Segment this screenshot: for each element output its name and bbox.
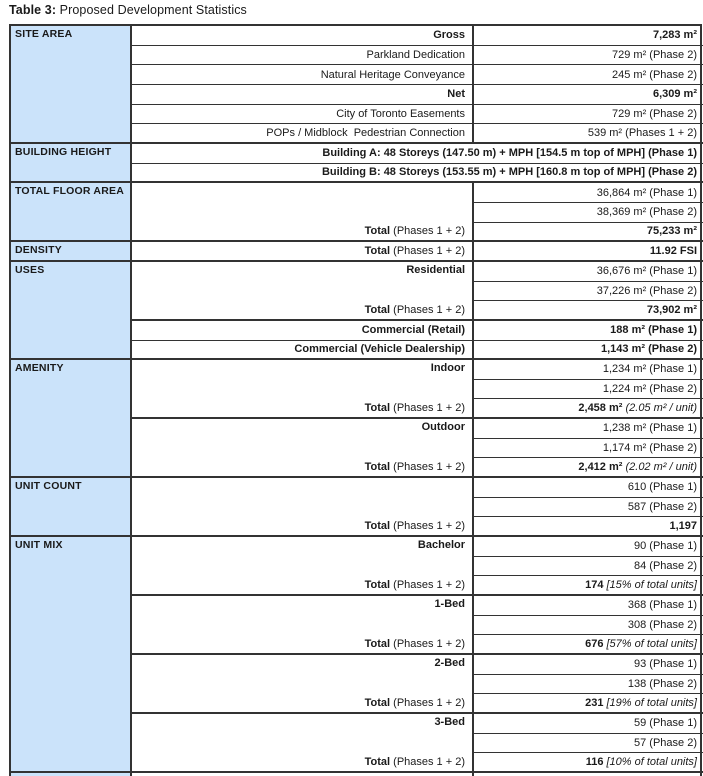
- text-segment: Bachelor: [417, 539, 465, 552]
- text-segment: Indoor: [430, 362, 465, 375]
- section-label-cell-uses: USES: [11, 262, 132, 360]
- text-segment: (Phases 1 + 2): [390, 696, 465, 709]
- text-segment: Total: [364, 225, 391, 238]
- text-segment: 539 m² (Phases 1 + 2): [587, 127, 697, 140]
- value-cell: [474, 655, 703, 675]
- value-cell: [474, 26, 703, 46]
- value-cell: [474, 478, 703, 498]
- text-segment: Net: [447, 88, 465, 101]
- text-segment: Gross: [433, 29, 465, 42]
- text-segment: 2,412 m²: [578, 461, 623, 474]
- row-label-cell: [132, 65, 474, 85]
- value-cell: [474, 419, 703, 439]
- group-label-cell: [132, 360, 474, 419]
- table-title-prefix: Table 3:: [9, 3, 57, 17]
- value-cell: [474, 596, 703, 616]
- group-total-label: [365, 756, 465, 768]
- text-segment: 84 (Phase 2): [634, 560, 697, 572]
- text-segment: [15% of total units]: [603, 579, 697, 592]
- text-segment: Building A: 48 Storeys (147.50 m) + MPH [154.5 m top of MPH] (Phase 1): [322, 147, 697, 160]
- group-label: [434, 598, 465, 610]
- text-segment: 610 (Phase 1): [627, 481, 697, 494]
- text-segment: 36,676 m² (Phase 1): [596, 265, 697, 278]
- text-segment: 729 m² (Phase 2): [612, 48, 697, 61]
- text-segment: 57 (Phase 2): [634, 736, 697, 749]
- text-segment: Natural Heritage Conveyance: [320, 68, 465, 81]
- section-label-cell-unit-mix: UNIT MIX: [11, 537, 132, 773]
- group-total-label: [365, 697, 465, 709]
- value-cell: [474, 183, 703, 203]
- value-cell: [474, 714, 703, 734]
- text-segment: [57% of total units]: [603, 638, 697, 651]
- building-height-cell: [132, 164, 703, 184]
- text-segment: (2.05 m² / unit): [622, 402, 697, 415]
- group-total-label: [365, 579, 465, 591]
- value-cell: [474, 262, 703, 282]
- text-segment: 93 (Phase 1): [634, 658, 697, 671]
- section-label-cell-site-area: SITE AREA: [11, 26, 132, 144]
- value-cell: [474, 380, 703, 400]
- table-title: [9, 3, 247, 17]
- text-segment: 231: [585, 697, 604, 710]
- group-label-cell: [132, 714, 474, 773]
- text-segment: 1,224 m² (Phase 2): [602, 383, 697, 396]
- text-segment: 36,864 m² (Phase 1): [596, 186, 697, 199]
- text-segment: 1-Bed: [434, 598, 465, 611]
- text-segment: 2,458 m²: [578, 402, 623, 415]
- text-segment: (Phases 1 + 2): [390, 755, 465, 768]
- text-segment: (Phases 1 + 2): [390, 303, 465, 316]
- text-segment: Parkland Dedication: [366, 48, 465, 61]
- row-label-cell: [132, 26, 474, 46]
- text-segment: 38,369 m² (Phase 2): [596, 206, 697, 219]
- text-segment: 90 (Phase 1): [634, 540, 697, 553]
- text-segment: 59 (Phase 1): [634, 717, 697, 730]
- value-cell: [474, 223, 703, 243]
- row-label-cell: [132, 124, 474, 144]
- text-segment: Total: [364, 755, 391, 768]
- text-segment: (Phases 1 + 2): [390, 225, 465, 238]
- text-segment: Commercial (Vehicle Dealership): [294, 343, 465, 356]
- row-label-cell: [132, 341, 474, 361]
- text-segment: Total: [364, 402, 391, 415]
- text-segment: (Phases 1 + 2): [390, 637, 465, 650]
- value-cell: [474, 341, 703, 361]
- text-segment: Building B: 48 Storeys (153.55 m) + MPH [160.8 m top of MPH] (Phase 2): [321, 166, 697, 179]
- section-label-cell-density: DENSITY: [11, 242, 132, 262]
- text-segment: 1,197: [669, 520, 697, 533]
- text-segment: 587 (Phase 2): [627, 501, 697, 514]
- text-segment: [10% of total units]: [603, 756, 697, 769]
- text-segment: Total: [364, 245, 391, 257]
- text-segment: [19% of total units]: [603, 697, 697, 710]
- text-segment: 676: [585, 638, 604, 651]
- group-label: [406, 264, 465, 276]
- value-cell: [474, 576, 703, 596]
- text-segment: Outdoor: [421, 421, 465, 434]
- value-cell: [474, 65, 703, 85]
- value-cell: [474, 46, 703, 66]
- group-label-cell: [132, 262, 474, 321]
- text-segment: Residential: [406, 263, 465, 276]
- value-cell: [474, 124, 703, 144]
- value-cell: [474, 439, 703, 459]
- text-segment: (Phases 1 + 2): [390, 402, 465, 415]
- text-segment: 37,226 m² (Phase 2): [596, 284, 697, 297]
- text-segment: 729 m² (Phase 2): [612, 107, 697, 120]
- value-cell: [474, 321, 703, 341]
- row-label-cell: [132, 321, 474, 341]
- text-segment: 174: [585, 579, 604, 592]
- value-cell: [474, 399, 703, 419]
- row-label-cell: [132, 46, 474, 66]
- group-label: [418, 539, 465, 551]
- text-segment: 1,143 m² (Phase 2): [601, 343, 697, 356]
- text-segment: 75,233 m²: [646, 225, 697, 238]
- text-segment: 3-Bed: [434, 715, 465, 728]
- text-segment: (Phases 1 + 2): [390, 245, 465, 257]
- text-segment: 245 m² (Phase 2): [612, 68, 697, 81]
- group-label-cell: [132, 478, 474, 537]
- value-cell: [474, 753, 703, 773]
- value-cell: [474, 301, 703, 321]
- text-segment: Commercial (Retail): [361, 324, 465, 337]
- text-segment: 1,234 m² (Phase 1): [602, 363, 697, 376]
- text-segment: (Phases 1 + 2): [390, 578, 465, 591]
- group-label: [434, 657, 465, 669]
- value-cell: [474, 105, 703, 125]
- section-label-cell-unit-count: UNIT COUNT: [11, 478, 132, 537]
- text-segment: Total: [364, 696, 391, 709]
- text-segment: (Phases 1 + 2): [390, 461, 465, 473]
- text-segment: City of Toronto Easements: [336, 107, 465, 120]
- group-total-label: [365, 520, 465, 532]
- group-label: [431, 362, 465, 374]
- text-segment: POPs / Midblock Pedestrian Connection: [266, 127, 465, 140]
- value-cell: [474, 498, 703, 518]
- text-segment: (2.02 m² / unit): [622, 461, 697, 474]
- row-label-cell: [132, 85, 474, 105]
- text-segment: 2-Bed: [434, 657, 465, 669]
- value-cell: [474, 734, 703, 754]
- building-height-cell: [132, 144, 703, 164]
- value-cell: [474, 616, 703, 636]
- value-cell: [474, 458, 703, 478]
- text-segment: 188 m² (Phase 1): [610, 324, 697, 337]
- row-label-cell: [132, 242, 474, 262]
- text-segment: 116: [585, 756, 604, 769]
- group-label-cell: [132, 537, 474, 596]
- group-label-cell: [132, 183, 474, 242]
- value-cell: [474, 537, 703, 557]
- text-segment: 73,902 m²: [646, 303, 697, 316]
- value-cell: [474, 85, 703, 105]
- value-cell: [474, 360, 703, 380]
- text-segment: 6,309 m²: [652, 88, 697, 101]
- value-cell: [474, 517, 703, 537]
- value-cell: [474, 694, 703, 714]
- text-segment: 138 (Phase 2): [627, 677, 697, 690]
- text-segment: (Phases 1 + 2): [390, 519, 465, 532]
- text-segment: 7,283 m²: [652, 29, 697, 42]
- value-cell: [474, 675, 703, 695]
- text-segment: 308 (Phase 2): [627, 618, 697, 631]
- group-label-cell: [132, 655, 474, 714]
- value-cell: [474, 242, 703, 262]
- text-segment: 11.92 FSI: [649, 245, 697, 257]
- text-segment: Total: [364, 461, 391, 473]
- value-cell: [474, 635, 703, 655]
- text-segment: Total: [364, 637, 391, 650]
- row-label-cell: [132, 105, 474, 125]
- text-segment: 1,174 m² (Phase 2): [602, 442, 697, 455]
- text-segment: Total: [364, 578, 391, 591]
- value-cell: [474, 203, 703, 223]
- section-label-cell-amenity: AMENITY: [11, 360, 132, 478]
- text-segment: Total: [364, 303, 391, 316]
- group-total-label: [365, 461, 465, 473]
- group-label: [422, 421, 465, 433]
- text-segment: 368 (Phase 1): [627, 599, 697, 612]
- group-total-label: [365, 638, 465, 650]
- group-total-label: [365, 304, 465, 316]
- text-segment: 1,238 m² (Phase 1): [602, 422, 697, 435]
- value-cell: [474, 282, 703, 302]
- group-total-label: [365, 402, 465, 414]
- development-statistics-table: [9, 24, 702, 776]
- section-label-cell-building-height: BUILDING HEIGHT: [11, 144, 132, 183]
- section-label-cell-total-floor-area: TOTAL FLOOR AREA: [11, 183, 132, 242]
- table-title-text: Proposed Development Statistics: [56, 3, 247, 17]
- group-label-cell: [132, 596, 474, 655]
- group-total-label: [365, 225, 465, 237]
- group-label: [434, 716, 465, 728]
- group-label-cell: [132, 419, 474, 478]
- text-segment: Total: [364, 519, 391, 532]
- value-cell: [474, 557, 703, 577]
